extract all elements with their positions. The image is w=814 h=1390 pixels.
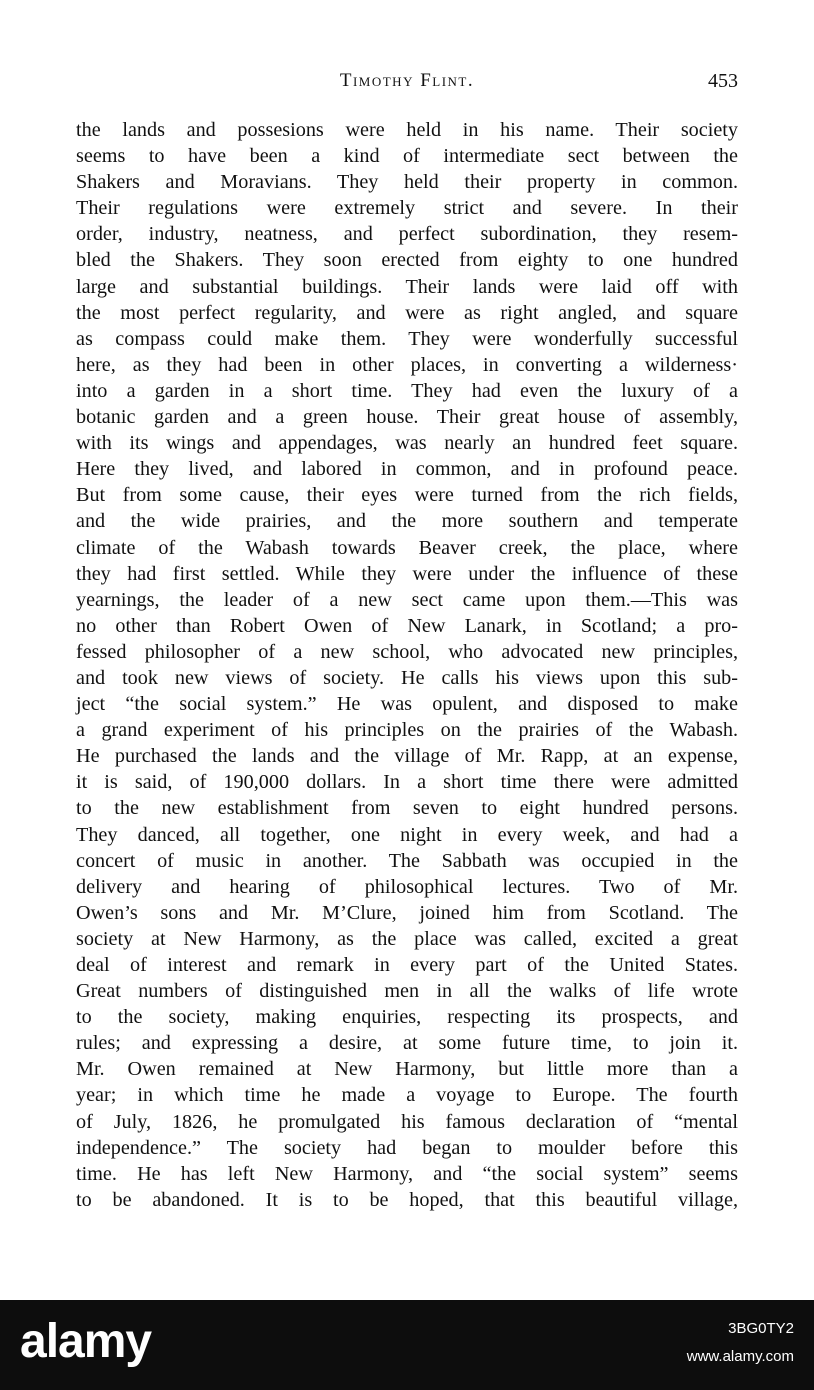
text-line: no other than Robert Owen of New Lanark, in Scotland; a pro- <box>76 614 738 637</box>
text-line: they had first settled. While they were under the influence of these <box>76 562 738 585</box>
text-line: Shakers and Moravians. They held their property in common. <box>76 171 738 194</box>
text-line: He purchased the lands and the village of Mr. Rapp, at an expense, <box>76 745 738 768</box>
running-head-title: Timothy Flint. <box>339 70 475 91</box>
text-line: it is said, of 190,000 dollars. In a short time there were admitted <box>76 771 738 794</box>
body-text <box>76 117 738 1213</box>
text-line: as compass could make them. They were wonderfully successful <box>76 327 738 350</box>
text-line: of July, 1826, he promulgated his famous declaration of “mental <box>76 1110 738 1133</box>
text-line: to be abandoned. It is to be hoped, that this beautiful village, <box>76 1188 738 1211</box>
text-line: botanic garden and a green house. Their great house of assembly, <box>76 406 738 429</box>
text-line: year; in which time he made a voyage to Europe. The fourth <box>76 1084 738 1107</box>
text-line: yearnings, the leader of a new sect came upon them.—This was <box>76 588 738 611</box>
text-line: with its wings and appendages, was nearly an hundred feet square. <box>76 432 738 455</box>
text-line: Great numbers of distinguished men in all the walks of life wrote <box>76 980 738 1003</box>
text-line: to the new establishment from seven to eight hundred persons. <box>76 797 738 820</box>
text-line: the lands and possesions were held in his name. Their society <box>76 119 738 141</box>
page-number: 453 <box>708 70 738 92</box>
text-line: into a garden in a short time. They had even the luxury of a <box>76 379 738 402</box>
alamy-logo: alamy <box>20 1315 152 1368</box>
text-line: the most perfect regularity, and were as right angled, and square <box>76 301 738 324</box>
running-head <box>0 68 814 98</box>
text-line: large and substantial buildings. Their lands were laid off with <box>76 275 738 298</box>
stock-watermark-bar <box>0 1300 814 1390</box>
text-line: delivery and hearing of philosophical lectures. Two of Mr. <box>76 875 738 898</box>
watermark-url: www.alamy.com <box>686 1348 794 1365</box>
text-line: They danced, all together, one night in every week, and had a <box>76 823 738 846</box>
text-line: here, as they had been in other places, in converting a wilderness· <box>76 353 738 376</box>
text-line: and took new views of society. He calls his views upon this sub- <box>76 666 738 689</box>
text-line: Owen’s sons and Mr. M’Clure, joined him from Scotland. The <box>76 901 738 924</box>
text-line: Here they lived, and labored in common, and in profound peace. <box>76 458 738 481</box>
text-line: and the wide prairies, and the more southern and temperate <box>76 510 738 533</box>
text-line: concert of music in another. The Sabbath was occupied in the <box>76 849 738 872</box>
text-line: society at New Harmony, as the place was called, excited a great <box>76 927 738 950</box>
text-line: seems to have been a kind of intermediate sect between the <box>76 145 738 168</box>
text-line: Their regulations were extremely strict and severe. In their <box>76 197 738 220</box>
text-line: deal of interest and remark in every part of the United States. <box>76 954 738 976</box>
text-line: to the society, making enquiries, respecting its prospects, and <box>76 1006 738 1029</box>
text-line: fessed philosopher of a new school, who advocated new principles, <box>76 640 738 663</box>
text-line: time. He has left New Harmony, and “the social system” seems <box>76 1162 738 1185</box>
text-line: independence.” The society had began to moulder before this <box>76 1136 738 1159</box>
text-line: But from some cause, their eyes were turned from the rich fields, <box>76 484 738 507</box>
text-line: order, industry, neatness, and perfect subordination, they resem- <box>76 223 738 246</box>
text-line: a grand experiment of his principles on the prairies of the Wabash. <box>76 719 738 742</box>
text-line: ject “the social system.” He was opulent, and disposed to make <box>76 693 738 716</box>
text-line: climate of the Wabash towards Beaver creek, the place, where <box>76 536 738 559</box>
text-line: Mr. Owen remained at New Harmony, but little more than a <box>76 1058 738 1081</box>
text-line: bled the Shakers. They soon erected from eighty to one hundred <box>76 249 738 272</box>
image-code: 3BG0TY2 <box>728 1320 794 1337</box>
text-line: rules; and expressing a desire, at some future time, to join it. <box>76 1032 738 1055</box>
